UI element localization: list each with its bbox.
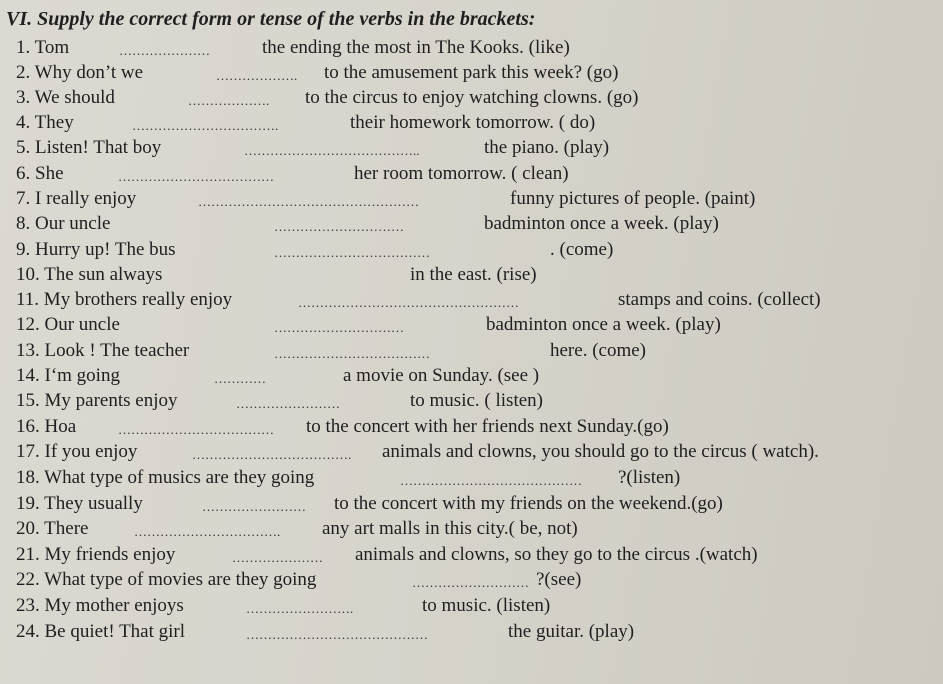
- item-tail: in the east. (rise): [410, 264, 537, 285]
- answer-blank[interactable]: ………………………………: [274, 245, 430, 260]
- answer-blank[interactable]: …………………………: [274, 320, 404, 335]
- answer-blank[interactable]: ……………….: [216, 68, 298, 83]
- answer-blank[interactable]: …………………………….: [132, 118, 279, 133]
- answer-blank[interactable]: ……………………………………: [400, 473, 582, 488]
- item-prompt: 9. Hurry up! The bus: [16, 239, 176, 260]
- exercise-item: [0, 87, 943, 111]
- answer-blank[interactable]: [230, 264, 240, 270]
- exercise-item: [0, 289, 943, 313]
- item-prompt: 21. My friends enjoy: [16, 544, 176, 565]
- exercise-item: [0, 569, 943, 593]
- answer-blank[interactable]: ………………………………: [118, 169, 274, 184]
- item-tail: their homework tomorrow. ( do): [350, 112, 596, 133]
- item-prompt: 17. If you enjoy: [16, 441, 138, 462]
- exercise-item: [0, 188, 943, 212]
- item-tail: the guitar. (play): [508, 621, 635, 642]
- item-tail: to music. ( listen): [410, 390, 543, 411]
- item-prompt: 3. We should: [16, 87, 115, 108]
- answer-blank[interactable]: ……………………………………………: [298, 295, 519, 310]
- item-tail: her room tomorrow. ( clean): [354, 163, 569, 184]
- item-prompt: 2. Why don’t we: [16, 62, 144, 83]
- answer-blank[interactable]: …………………: [232, 550, 323, 565]
- answer-blank[interactable]: …………………………….: [134, 524, 281, 539]
- exercise-item: [0, 163, 943, 187]
- item-tail: badminton once a week. (play): [486, 314, 721, 335]
- item-prompt: 24. Be quiet! That girl: [16, 621, 186, 642]
- item-prompt: 7. I really enjoy: [16, 188, 137, 209]
- answer-blank[interactable]: ……………………: [236, 396, 340, 411]
- item-tail: to music. (listen): [422, 595, 551, 616]
- answer-blank[interactable]: …………………: [119, 43, 210, 58]
- item-tail: the ending the most in The Kooks. (like): [262, 37, 570, 58]
- item-prompt: 10. The sun always: [16, 264, 163, 285]
- exercise-item: [0, 518, 943, 542]
- item-prompt: 12. Our uncle: [16, 314, 120, 335]
- exercise-item: [0, 340, 943, 364]
- item-prompt: 4. They: [16, 112, 74, 133]
- item-tail: here. (come): [550, 340, 646, 361]
- item-prompt: 23. My mother enjoys: [16, 595, 184, 616]
- answer-blank[interactable]: ……………………………………: [246, 627, 428, 642]
- exercise-item: [0, 416, 943, 440]
- exercise-title: VI. Supply the correct form or tense of the verbs in the brackets:: [6, 8, 536, 30]
- item-prompt: 19. They usually: [16, 493, 143, 514]
- item-prompt: 13. Look ! The teacher: [16, 340, 190, 361]
- exercise-item: [0, 137, 943, 161]
- item-prompt: 16. Hoa: [16, 416, 77, 437]
- item-prompt: 18. What type of musics are they going: [16, 467, 315, 488]
- exercise-item: [0, 467, 943, 491]
- exercise-item: [0, 62, 943, 86]
- item-tail: a movie on Sunday. (see ): [343, 365, 540, 386]
- item-tail: animals and clowns, so they go to the circus .(watch): [355, 544, 758, 565]
- answer-blank[interactable]: ………………………………: [274, 346, 430, 361]
- item-prompt: 20. There: [16, 518, 89, 539]
- item-tail: to the circus to enjoy watching clowns. (go): [305, 87, 639, 108]
- item-tail: to the concert with my friends on the weekend.(go): [334, 493, 723, 514]
- answer-blank[interactable]: ……………….: [188, 93, 270, 108]
- item-prompt: 6. She: [16, 163, 64, 184]
- answer-blank[interactable]: …………………….: [246, 601, 354, 616]
- answer-blank[interactable]: ……………………: [202, 499, 306, 514]
- exercise-item: [0, 239, 943, 263]
- item-tail: to the concert with her friends next Sunday.(go): [306, 416, 669, 437]
- item-prompt: 8. Our uncle: [16, 213, 111, 234]
- item-prompt: 14. I‘m going: [16, 365, 120, 386]
- answer-blank[interactable]: …………………………………..: [244, 143, 420, 158]
- exercise-item: [0, 621, 943, 645]
- answer-blank[interactable]: ……………………………………………: [198, 194, 419, 209]
- answer-blank[interactable]: ………………………: [412, 575, 529, 590]
- exercise-item: [0, 595, 943, 619]
- exercise-item: [0, 544, 943, 568]
- item-tail: ?(see): [536, 569, 582, 590]
- item-prompt: 22. What type of movies are they going: [16, 569, 317, 590]
- exercise-item: [0, 264, 943, 288]
- exercise-item: [0, 441, 943, 465]
- item-tail: stamps and coins. (collect): [618, 289, 821, 310]
- item-prompt: 1. Tom: [16, 37, 70, 58]
- answer-blank[interactable]: ………………………………: [118, 422, 274, 437]
- item-tail: badminton once a week. (play): [484, 213, 719, 234]
- exercise-item: [0, 365, 943, 389]
- item-tail: animals and clowns, you should go to the circus ( watch).: [382, 441, 819, 462]
- exercise-item: [0, 213, 943, 237]
- exercise-item: [0, 314, 943, 338]
- item-tail: the piano. (play): [484, 137, 610, 158]
- exercise-item: [0, 112, 943, 136]
- exercise-item: [0, 390, 943, 414]
- answer-blank[interactable]: …………………………: [274, 219, 404, 234]
- item-tail: to the amusement park this week? (go): [324, 62, 619, 83]
- item-prompt: 5. Listen! That boy: [16, 137, 162, 158]
- item-tail: ?(listen): [618, 467, 681, 488]
- answer-blank[interactable]: …………: [214, 371, 266, 386]
- item-tail: funny pictures of people. (paint): [510, 188, 756, 209]
- exercise-item: [0, 493, 943, 517]
- item-prompt: 15. My parents enjoy: [16, 390, 178, 411]
- exercise-item: [0, 37, 943, 61]
- item-prompt: 11. My brothers really enjoy: [16, 289, 233, 310]
- answer-blank[interactable]: ……………………………….: [192, 447, 352, 462]
- item-tail: . (come): [550, 239, 614, 260]
- item-tail: any art malls in this city.( be, not): [322, 518, 578, 539]
